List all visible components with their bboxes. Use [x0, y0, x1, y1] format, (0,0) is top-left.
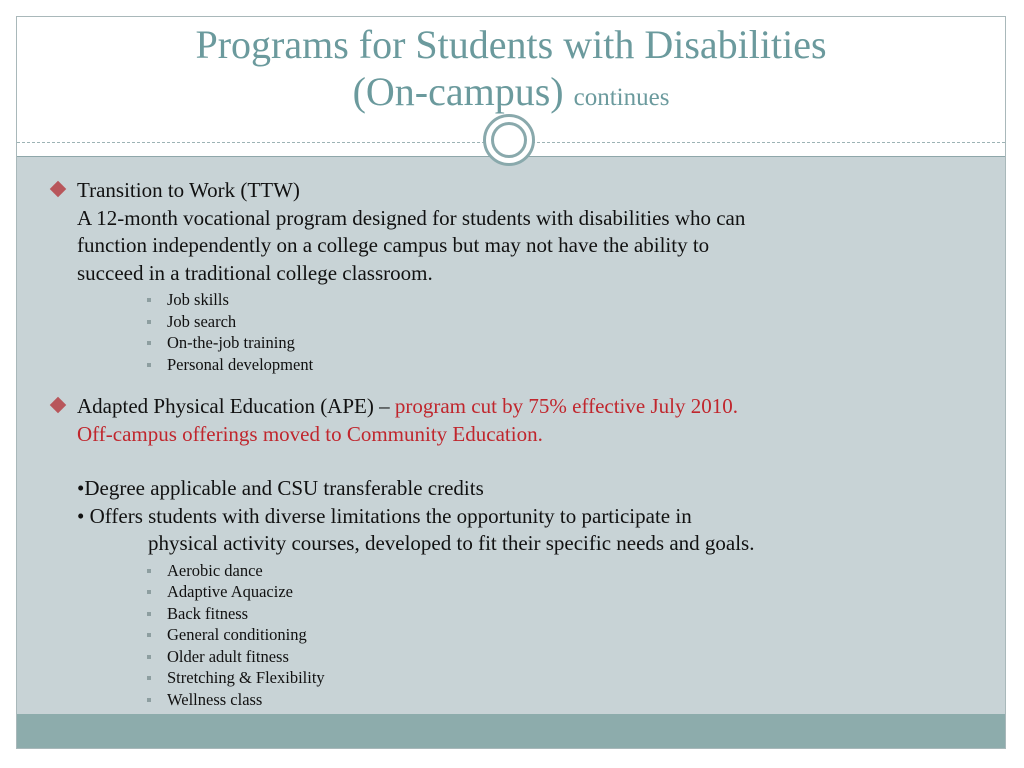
title-continues: continues — [573, 84, 670, 111]
ape-heading: Adapted Physical Education (APE) – — [77, 394, 395, 418]
ttw-desc-line1: A 12-month vocational program designed for students with disabilities who can — [77, 205, 746, 230]
ttw-desc-line2: function independently on a college campus but may not have the ability to — [77, 233, 710, 257]
diamond-bullet-icon — [51, 182, 65, 196]
ape-notice-line2: Off-campus offerings moved to Community Education. — [77, 421, 543, 446]
ring-ornament-icon — [483, 114, 535, 166]
list-item: General conditioning — [144, 624, 991, 646]
ttw-desc-line3: succeed in a traditional college classroom. — [77, 260, 433, 285]
ttw-section — [51, 177, 991, 287]
ape-point-2-line1: • Offers students with diverse limitations the opportunity to participate in — [77, 503, 692, 528]
list-item: On-the-job training — [144, 332, 991, 354]
slide-frame — [16, 16, 1006, 749]
footer-bar — [17, 714, 1005, 748]
list-item: Older adult fitness — [144, 646, 991, 668]
ttw-heading: Transition to Work (TTW) — [77, 178, 300, 202]
ape-section — [51, 393, 991, 448]
list-item: Wellness class — [144, 689, 991, 711]
ape-point-1: •Degree applicable and CSU transferable credits — [77, 476, 484, 500]
list-item: Adaptive Aquacize — [144, 581, 991, 603]
list-item: Job search — [144, 311, 991, 333]
slide-body — [51, 177, 991, 710]
list-item: Stretching & Flexibility — [144, 667, 991, 689]
ape-point-2-line2: physical activity courses, developed to fit their specific needs and goals. — [148, 531, 755, 555]
title-line2: (On-campus) — [352, 69, 564, 114]
ape-list — [51, 560, 991, 711]
slide-title — [17, 21, 1005, 121]
list-item: Job skills — [144, 289, 991, 311]
ape-notice-line1: program cut by 75% effective July 2010. — [394, 394, 738, 418]
list-item: Personal development — [144, 354, 991, 376]
list-item: Back fitness — [144, 603, 991, 625]
list-item: Aerobic dance — [144, 560, 991, 582]
ttw-list — [51, 289, 991, 375]
title-line1: Programs for Students with Disabilities — [195, 22, 827, 67]
diamond-bullet-icon — [51, 398, 65, 412]
